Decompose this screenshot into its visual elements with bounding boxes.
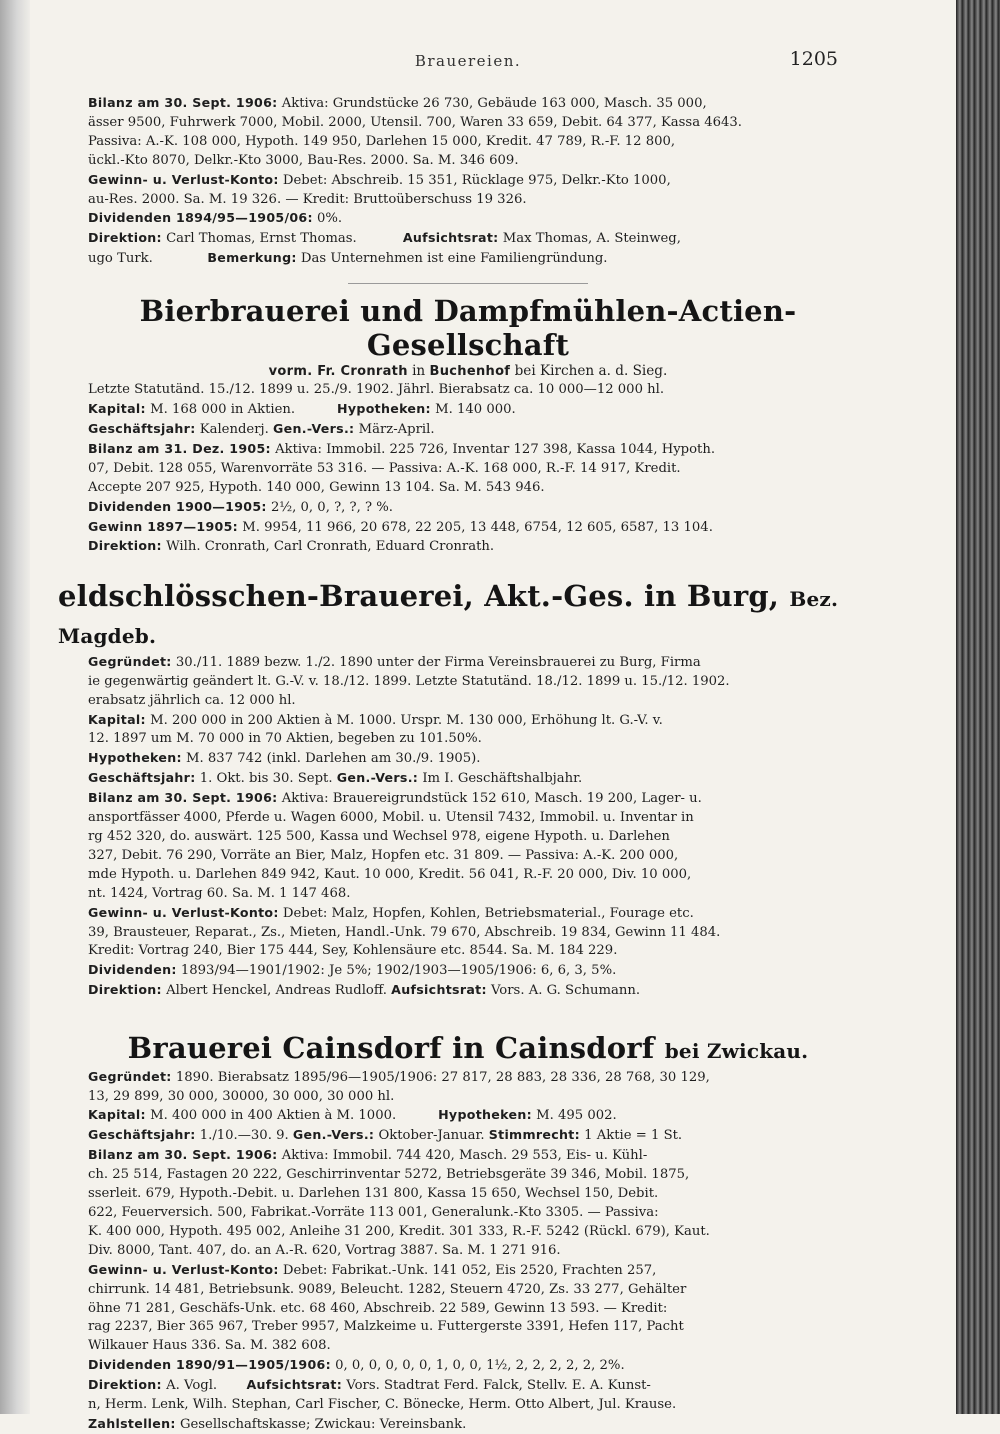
bilanz-line-2: 07, Debit. 128 055, Warenvorräte 53 316. — Passiva: A.-K. 168 000, R.-F. 14 917, Kredit.: [88, 460, 681, 476]
geschaeftsjahr-label: Geschäftsjahr:: [88, 770, 196, 786]
gv-konto-line-2: 39, Brausteuer, Reparat., Zs., Mieten, Handl.-Unk. 79 670, Abschreib. 19 834, Gewinn 11 484.: [88, 924, 721, 940]
gewinn-label: Gewinn 1897—1905:: [88, 518, 238, 534]
direktion-text: A. Vogl.: [166, 1378, 218, 1394]
aufsichtsrat-label: Aufsichtsrat:: [391, 982, 487, 998]
zahlstellen-label: Zahlstellen:: [88, 1415, 176, 1431]
bilanz-text: Aktiva: Grundstücke 26 730, Gebäude 163 000, Masch. 35 000,: [281, 96, 707, 111]
kapital-text: M. 200 000 in 200 Aktien à M. 1000. Urspr. M. 130 000, Erhöhung lt. G.-V. v.: [150, 712, 663, 728]
dividenden-text: 2½, 0, 0, ?, ?, ? %.: [270, 499, 393, 515]
dividenden-label: Dividenden 1900—1905:: [88, 498, 267, 514]
dividenden-line: [88, 498, 848, 517]
geschaeftsjahr-line: [88, 420, 848, 439]
bilanz-line: [88, 440, 848, 459]
running-head-title: Brauereien.: [414, 52, 522, 70]
gv-konto-line: [88, 171, 848, 190]
dividenden-label: Dividenden 1894/95—1905/06:: [88, 210, 313, 226]
bilanz-line-5: K. 400 000, Hypoth. 495 002, Anleihe 31 200, Kredit. 301 333, R.-F. 5242 (Rückl. 679), Kaut.: [88, 1223, 710, 1239]
gewinn-line: [88, 518, 848, 537]
stimmrecht-text: 1 Aktie = 1 St.: [584, 1128, 683, 1144]
gen-vers-label: Gen.-Vers.:: [292, 1127, 375, 1143]
hypotheken-line: [88, 749, 848, 768]
bilanz-line-3: rg 452 320, do. auswärt. 125 500, Kassa und Wechsel 978, eigene Hypoth. u. Darlehen: [88, 828, 670, 844]
company-heading-main: Brauerei Cainsdorf in Cainsdorf: [127, 1030, 655, 1065]
hypotheken-text: M. 837 742 (inkl. Darlehen am 30./9. 1905).: [186, 751, 481, 767]
direktion-line: [88, 981, 848, 1000]
entry-cainsdorf: [88, 1031, 848, 1434]
page: [58, 48, 848, 1432]
gv-konto-line: [88, 1261, 848, 1280]
bilanz-line-5: mde Hypoth. u. Darlehen 849 942, Kaut. 10 000, Kredit. 56 041, R.-F. 20 000, Div. 10 000,: [88, 866, 692, 882]
kapital-line-2: 12. 1897 um M. 70 000 in 70 Aktien, begeben zu 101.50%.: [88, 731, 482, 747]
kapital-line: [88, 1106, 848, 1125]
gewinn-text: M. 9954, 11 966, 20 678, 22 205, 13 448, 6754, 12 605, 6587, 13 104.: [242, 519, 713, 535]
gv-konto-line-3: Kredit: Vortrag 240, Bier 175 444, Sey, Kohlensäure etc. 8544. Sa. M. 184 229.: [88, 943, 618, 959]
direktion-line: [88, 229, 848, 248]
gv-konto-line-2: chirrunk. 14 481, Betriebsunk. 9089, Beleucht. 1282, Steuern 4720, Zs. 33 277, Gehälter: [88, 1281, 687, 1297]
dividenden-text: 1893/94—1901/1902: Je 5%; 1902/1903—1905/1906: 6, 6, 3, 5%.: [180, 963, 617, 979]
hypotheken-label: Hypotheken:: [337, 401, 431, 417]
bilanz-label: Bilanz am 30. Sept. 1906:: [88, 95, 278, 110]
geschaeftsjahr-text: 1. Okt. bis 30. Sept.: [199, 771, 333, 787]
direktion-text: Wilh. Cronrath, Carl Cronrath, Eduard Cronrath.: [166, 539, 495, 555]
aufsichtsrat-label: Aufsichtsrat:: [402, 230, 499, 246]
gen-vers-label: Gen.-Vers.:: [336, 770, 419, 786]
company-subheading-in: in: [412, 362, 426, 379]
dividenden-line: [88, 209, 848, 228]
company-heading-tail: Bez. Magdeb.: [58, 586, 839, 648]
bilanz-line-3: sserleit. 679, Hypoth.-Debit. u. Darlehen 131 800, Kassa 15 650, Wechsel 150, Debit.: [88, 1186, 659, 1202]
bilanz-text: Aktiva: Brauereigrundstück 152 610, Masch. 19 200, Lager- u.: [281, 791, 702, 807]
bilanz-line-2: ässer 9500, Fuhrwerk 7000, Mobil. 2000, Utensil. 700, Waren 33 659, Debit. 64 377, Kassa 4643.: [88, 114, 743, 130]
gegruendet-line: [88, 1068, 848, 1087]
entry-burg: [58, 578, 848, 1001]
direktion-text: Carl Thomas, Ernst Thomas.: [166, 231, 357, 247]
company-heading: [58, 579, 848, 653]
dividenden-text: 0, 0, 0, 0, 0, 0, 1, 0, 0, 1½, 2, 2, 2, 2, 2, 2%.: [335, 1358, 625, 1374]
bemerkung-label: Bemerkung:: [207, 250, 297, 266]
section-divider: [348, 283, 588, 284]
company-heading: [88, 1031, 848, 1068]
direktion-line: [88, 537, 848, 556]
company-subheading-place: Buchenhof: [429, 363, 511, 379]
dividenden-line: [88, 1356, 848, 1375]
bilanz-line-3: Accepte 207 925, Hypoth. 140 000, Gewinn 13 104. Sa. M. 543 946.: [88, 479, 545, 495]
company-subheading-rest: bei Kirchen a. d. Sieg.: [514, 362, 668, 379]
gegruendet-line-3: erabsatz jährlich ca. 12 000 hl.: [88, 692, 296, 708]
company-heading: Bierbrauerei und Dampfmühlen-Actien-Gesellschaft: [139, 293, 797, 362]
direktion-text: Albert Henckel, Andreas Rudloff.: [166, 983, 387, 999]
bilanz-label: Bilanz am 30. Sept. 1906:: [88, 790, 278, 806]
stimmrecht-label: Stimmrecht:: [488, 1127, 580, 1143]
bilanz-line: [88, 1146, 848, 1165]
page-number: 1205: [789, 48, 838, 70]
gen-vers-text: Im I. Geschäftshalbjahr.: [422, 771, 583, 787]
gegruendet-line-2: 13, 29 899, 30 000, 30000, 30 000, 30 000 hl.: [88, 1088, 395, 1104]
bilanz-line-4: 622, Feuerversich. 500, Fabrikat.-Vorräte 113 001, Generalunk.-Kto 3305. — Passiva:: [88, 1204, 659, 1220]
hypotheken-label: Hypotheken:: [88, 750, 182, 766]
geschaeftsjahr-line: [88, 1126, 848, 1145]
company-subheading-prefix: vorm. Fr. Cronrath: [268, 363, 408, 379]
scan-edge-left: [0, 0, 30, 1414]
hypotheken-label: Hypotheken:: [438, 1107, 532, 1123]
hypotheken-text: M. 495 002.: [536, 1108, 617, 1124]
zahlstellen-text: Gesellschaftskasse; Zwickau: Vereinsbank.: [179, 1416, 467, 1432]
gv-konto-line-5: Wilkauer Haus 336. Sa. M. 382 608.: [88, 1338, 331, 1354]
hypotheken-text: M. 140 000.: [435, 402, 516, 418]
gegruendet-text: 30./11. 1889 bezw. 1./2. 1890 unter der Firma Vereinsbrauerei zu Burg, Firma: [175, 654, 701, 670]
bilanz-text: Aktiva: Immobil. 225 726, Inventar 127 398, Kassa 1044, Hypoth.: [275, 441, 716, 457]
geschaeftsjahr-line: [88, 769, 848, 788]
bilanz-line-6: Div. 8000, Tant. 407, do. an A.-R. 620, Vortrag 3887. Sa. M. 1 271 916.: [88, 1242, 561, 1258]
aufsichtsrat-label: Aufsichtsrat:: [246, 1377, 343, 1393]
entry-buchenhof: [88, 294, 848, 557]
direktion-label: Direktion:: [88, 538, 162, 554]
gv-konto-label: Gewinn- u. Verlust-Konto:: [88, 1261, 279, 1277]
scan-edge-right: [956, 0, 1000, 1414]
kapital-line: [88, 711, 848, 730]
company-heading-tail: bei Zwickau.: [664, 1038, 809, 1063]
gv-konto-text: Debet: Malz, Hopfen, Kohlen, Betriebsmaterial., Fourage etc.: [282, 905, 694, 921]
dividenden-label: Dividenden 1890/91—1905/1906:: [88, 1357, 331, 1373]
bilanz-line-2: ansportfässer 4000, Pferde u. Wagen 6000, Mobil. u. Utensil 7432, Immobil. u. Inventar in: [88, 810, 694, 826]
gen-vers-text: März-April.: [358, 421, 435, 437]
gv-konto-label: Gewinn- u. Verlust-Konto:: [88, 904, 279, 920]
gv-konto-label: Gewinn- u. Verlust-Konto:: [88, 171, 279, 187]
direktion-line: [88, 1376, 848, 1395]
kapital-label: Kapital:: [88, 1107, 146, 1123]
bilanz-line-3: Passiva: A.-K. 108 000, Hypoth. 149 950, Darlehen 15 000, Kredit. 47 789, R.-F. 12 800,: [88, 133, 676, 149]
running-head: [88, 48, 848, 84]
aufsichtsrat-line-2: n, Herm. Lenk, Wilh. Stephan, Carl Fischer, C. Bönecke, Herm. Otto Albert, Jul. Krause.: [88, 1397, 677, 1413]
bilanz-line-2: ch. 25 514, Fastagen 20 222, Geschirrinventar 5272, Betriebsgeräte 39 346, Mobil. 1875,: [88, 1167, 690, 1183]
dividenden-line: [88, 961, 848, 980]
bilanz-text: Aktiva: Immobil. 744 420, Masch. 29 553, Eis- u. Kühl-: [281, 1148, 648, 1164]
statut-line: Letzte Statutänd. 15./12. 1899 u. 25./9. 1902. Jährl. Bierabsatz ca. 10 000—12 000 hl.: [88, 382, 665, 398]
bemerkung-line: [88, 249, 848, 268]
direktion-label: Direktion:: [88, 230, 162, 246]
bilanz-line-4: 327, Debit. 76 290, Vorräte an Bier, Malz, Hopfen etc. 31 809. — Passiva: A.-K. 200 000,: [88, 847, 679, 863]
geschaeftsjahr-label: Geschäftsjahr:: [88, 420, 196, 436]
gegruendet-label: Gegründet:: [88, 1068, 172, 1084]
gv-konto-line-2: au-Res. 2000. Sa. M. 19 326. — Kredit: Bruttoüberschuss 19 326.: [88, 191, 527, 207]
aufsichtsrat-text: Max Thomas, A. Steinweg,: [502, 231, 681, 247]
bilanz-label: Bilanz am 30. Sept. 1906:: [88, 1147, 278, 1163]
kapital-label: Kapital:: [88, 401, 146, 417]
direktion-label: Direktion:: [88, 982, 162, 998]
company-subheading: [88, 362, 848, 381]
gv-konto-line-4: rag 2237, Bier 365 967, Treber 9957, Malzkeime u. Futtergerste 3391, Hefen 117, Pacht: [88, 1319, 684, 1335]
kapital-line: [88, 400, 848, 419]
gv-konto-line: [88, 904, 848, 923]
zahlstellen-line: [88, 1415, 848, 1434]
geschaeftsjahr-label: Geschäftsjahr:: [88, 1127, 196, 1143]
company-heading-main: eldschlösschen-Brauerei, Akt.-Ges. in Burg,: [58, 578, 780, 613]
kapital-text: M. 168 000 in Aktien.: [150, 402, 296, 418]
kapital-text: M. 400 000 in 400 Aktien à M. 1000.: [150, 1108, 397, 1124]
aufsichtsrat-text: Vors. Stadtrat Ferd. Falck, Stellv. E. A. Kunst-: [346, 1378, 651, 1394]
gegruendet-label: Gegründet:: [88, 653, 172, 669]
dividenden-label: Dividenden:: [88, 962, 177, 978]
gegruendet-line: [88, 653, 848, 672]
aufsichtsrat-text: Vors. A. G. Schumann.: [491, 983, 641, 999]
gv-konto-line-3: öhne 71 281, Geschäfs-Unk. etc. 68 460, Abschreib. 22 589, Gewinn 13 593. — Kredit:: [88, 1300, 668, 1316]
geschaeftsjahr-text: Kalenderj.: [199, 421, 269, 437]
entry-thomas-continued: [88, 94, 848, 269]
aufsichtsrat-text-2: ugo Turk.: [88, 251, 153, 267]
bemerkung-text: Das Unternehmen ist eine Familiengründung.: [300, 251, 608, 267]
dividenden-text: 0%.: [317, 211, 343, 227]
bilanz-label: Bilanz am 31. Dez. 1905:: [88, 440, 271, 456]
gegruendet-text: 1890. Bierabsatz 1895/96—1905/1906: 27 817, 28 883, 28 336, 28 768, 30 129,: [175, 1069, 710, 1085]
gen-vers-label: Gen.-Vers.:: [273, 420, 355, 436]
bilanz-line-6: nt. 1424, Vortrag 60. Sa. M. 1 147 468.: [88, 885, 351, 901]
bilanz-line: [88, 789, 848, 808]
gv-konto-text: Debet: Abschreib. 15 351, Rücklage 975, Delkr.-Kto 1000,: [282, 172, 671, 188]
gegruendet-line-2: ie gegenwärtig geändert lt. G.-V. v. 18./12. 1899. Letzte Statutänd. 18./12. 1899 u. 15./12. 1902.: [88, 673, 730, 689]
kapital-label: Kapital:: [88, 711, 146, 727]
bilanz-line-4: ückl.-Kto 8070, Delkr.-Kto 3000, Bau-Res. 2000. Sa. M. 346 609.: [88, 152, 519, 168]
direktion-label: Direktion:: [88, 1377, 162, 1393]
geschaeftsjahr-text: 1./10.—30. 9.: [199, 1128, 289, 1144]
bilanz-line: [88, 94, 848, 113]
gv-konto-text: Debet: Fabrikat.-Unk. 141 052, Eis 2520, Frachten 257,: [282, 1262, 657, 1278]
gen-vers-text: Oktober-Januar.: [378, 1128, 485, 1144]
